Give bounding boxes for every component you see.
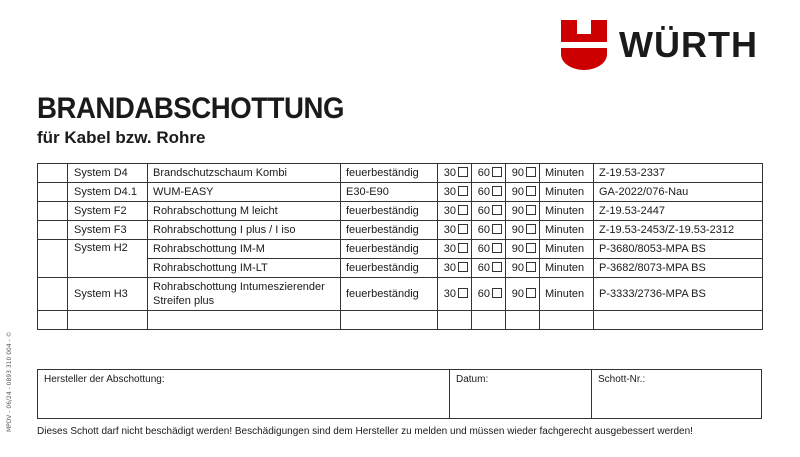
checkbox-60[interactable] [492, 186, 502, 196]
product-name: Rohrabschottung M leicht [148, 202, 341, 221]
checkbox-60[interactable] [492, 288, 502, 298]
fire-rating: feuerbeständig [341, 240, 438, 259]
wurth-logo-mark-icon [561, 20, 607, 70]
minutes-30: 30 [438, 240, 472, 259]
barrier-number-field[interactable] [591, 370, 761, 418]
minutes-60: 60 [472, 278, 506, 311]
minutes-30: 30 [438, 202, 472, 221]
brand-name: WÜRTH [619, 24, 758, 65]
table-row [38, 221, 763, 240]
product-name: Rohrabschottung Intumeszierender Streifen plus [148, 278, 341, 311]
empty-cell[interactable] [148, 311, 341, 330]
table-row-empty [38, 311, 763, 330]
table-row [38, 183, 763, 202]
approval-number: Z-19.53-2337 [594, 164, 763, 183]
minutes-60: 60 [472, 221, 506, 240]
minutes-unit: Minuten [540, 240, 594, 259]
fire-rating: feuerbeständig [341, 202, 438, 221]
checkbox-cell[interactable] [38, 164, 68, 183]
checkbox-30[interactable] [458, 262, 468, 272]
checkbox-90[interactable] [526, 186, 536, 196]
minutes-60: 60 [472, 202, 506, 221]
minutes-unit: Minuten [540, 278, 594, 311]
approval-number: GA-2022/076-Nau [594, 183, 763, 202]
minutes-unit: Minuten [540, 221, 594, 240]
page-title: BRANDABSCHOTTUNG [37, 92, 344, 125]
minutes-60: 60 [472, 259, 506, 278]
wurth-logo [561, 20, 781, 70]
minutes-30: 30 [438, 183, 472, 202]
system-name: System D4.1 [68, 183, 148, 202]
system-name: System D4 [68, 164, 148, 183]
checkbox-90[interactable] [526, 167, 536, 177]
checkbox-60[interactable] [492, 262, 502, 272]
table-row [38, 240, 763, 259]
system-name: System F2 [68, 202, 148, 221]
checkbox-30[interactable] [458, 167, 468, 177]
fire-rating: feuerbeständig [341, 278, 438, 311]
system-name: System F3 [68, 221, 148, 240]
minutes-60: 60 [472, 240, 506, 259]
fire-rating: E30-E90 [341, 183, 438, 202]
approval-number: Z-19.53-2447 [594, 202, 763, 221]
checkbox-30[interactable] [458, 243, 468, 253]
checkbox-30[interactable] [458, 186, 468, 196]
checkbox-cell[interactable] [38, 183, 68, 202]
empty-cell[interactable] [438, 311, 472, 330]
empty-cell[interactable] [472, 311, 506, 330]
date-field[interactable] [449, 370, 591, 418]
checkbox-cell[interactable] [38, 278, 68, 311]
approval-number: Z-19.53-2453/Z-19.53-2312 [594, 221, 763, 240]
checkbox-90[interactable] [526, 224, 536, 234]
minutes-30: 30 [438, 259, 472, 278]
minutes-unit: Minuten [540, 202, 594, 221]
checkbox-60[interactable] [492, 205, 502, 215]
manufacturer-field[interactable] [38, 370, 449, 418]
product-name: Brandschutzschaum Kombi [148, 164, 341, 183]
checkbox-90[interactable] [526, 205, 536, 215]
warning-notice: Dieses Schott darf nicht beschädigt werden! Beschädigungen sind dem Hersteller zu melden und müssen wieder fachgerecht ausgebessert werden! [37, 426, 693, 437]
fire-rating: feuerbeständig [341, 221, 438, 240]
table-row [38, 164, 763, 183]
empty-cell[interactable] [594, 311, 763, 330]
system-name: System H3 [68, 278, 148, 311]
fire-rating: feuerbeständig [341, 164, 438, 183]
approval-number: P-3680/8053-MPA BS [594, 240, 763, 259]
product-name: Rohrabschottung IM-LT [148, 259, 341, 278]
table-row [38, 278, 763, 311]
installation-info-box [37, 369, 762, 419]
checkbox-90[interactable] [526, 243, 536, 253]
checkbox-30[interactable] [458, 224, 468, 234]
checkbox-cell[interactable] [38, 311, 68, 330]
minutes-unit: Minuten [540, 164, 594, 183]
empty-cell[interactable] [540, 311, 594, 330]
document-reference: MPDV - 06/24 - 0893 310 004 - © [6, 331, 13, 432]
minutes-60: 60 [472, 164, 506, 183]
checkbox-60[interactable] [492, 167, 502, 177]
empty-cell[interactable] [68, 311, 148, 330]
minutes-90: 90 [506, 278, 540, 311]
product-name: Rohrabschottung IM-M [148, 240, 341, 259]
checkbox-60[interactable] [492, 243, 502, 253]
system-name: System H2 [68, 240, 148, 278]
checkbox-90[interactable] [526, 262, 536, 272]
checkbox-60[interactable] [492, 224, 502, 234]
minutes-90: 90 [506, 183, 540, 202]
checkbox-cell[interactable] [38, 202, 68, 221]
minutes-30: 30 [438, 164, 472, 183]
fire-rating: feuerbeständig [341, 259, 438, 278]
minutes-30: 30 [438, 221, 472, 240]
minutes-90: 90 [506, 259, 540, 278]
checkbox-30[interactable] [458, 205, 468, 215]
minutes-60: 60 [472, 183, 506, 202]
manufacturer-label: Hersteller der Abschottung: [44, 374, 165, 385]
checkbox-90[interactable] [526, 288, 536, 298]
product-name: WUM-EASY [148, 183, 341, 202]
minutes-90: 90 [506, 240, 540, 259]
minutes-unit: Minuten [540, 183, 594, 202]
minutes-90: 90 [506, 221, 540, 240]
approval-number: P-3333/2736-MPA BS [594, 278, 763, 311]
checkbox-cell[interactable] [38, 240, 68, 278]
empty-cell[interactable] [341, 311, 438, 330]
minutes-90: 90 [506, 202, 540, 221]
checkbox-cell[interactable] [38, 221, 68, 240]
checkbox-30[interactable] [458, 288, 468, 298]
minutes-30: 30 [438, 278, 472, 311]
page-subtitle: für Kabel bzw. Rohre [37, 128, 206, 147]
product-name: Rohrabschottung I plus / I iso [148, 221, 341, 240]
empty-cell[interactable] [506, 311, 540, 330]
minutes-unit: Minuten [540, 259, 594, 278]
table-row [38, 202, 763, 221]
systems-table [37, 163, 763, 330]
barrier-number-label: Schott-Nr.: [598, 374, 646, 385]
minutes-90: 90 [506, 164, 540, 183]
date-label: Datum: [456, 374, 489, 385]
approval-number: P-3682/8073-MPA BS [594, 259, 763, 278]
